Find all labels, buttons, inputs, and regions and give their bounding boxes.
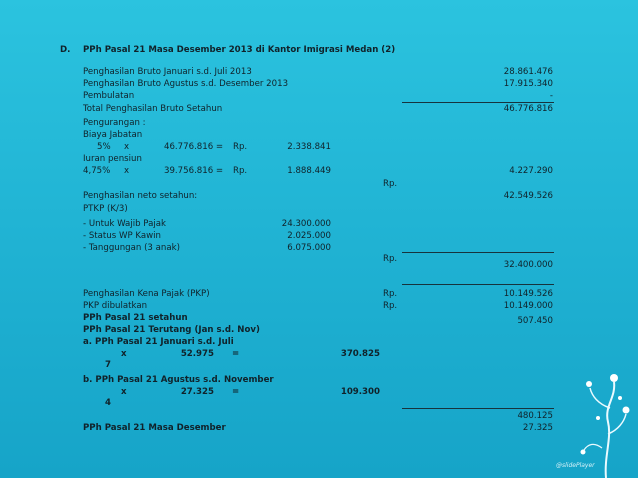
jan-jul-months: 7 [105,360,111,370]
bruto-total-value: 46.776.816 [503,104,553,114]
biaya-jabatan-result: 2.338.841 [287,142,331,152]
rp-label: Rp. [383,179,398,189]
rp-label: Rp. [383,289,398,299]
bruto-label: Penghasilan Bruto Agustus s.d. Desember 2013 [83,79,289,89]
jan-jul-result: 370.825 [340,349,380,359]
ptkp-item-value: 6.075.000 [287,243,331,253]
times-sign: x [124,142,130,152]
bruto-value: 17.915.340 [503,79,553,89]
neto-label: Penghasilan neto setahun: [83,191,198,201]
agu-nov-months: 4 [105,398,111,408]
agu-nov-result: 109.300 [340,387,380,397]
iuran-pensiun-result: 1.888.449 [287,166,331,176]
subtotal-value: 480.125 [517,411,553,421]
pkp-rounded-label: PKP dibulatkan [83,301,148,311]
jan-jul-label: a. PPh Pasal 21 Januari s.d. Juli [83,337,234,347]
times-sign: x [121,387,127,397]
ptkp-total: 32.400.000 [503,260,553,270]
bruto-total-label: Total Penghasilan Bruto Setahun [83,104,223,114]
section-title: PPh Pasal 21 Masa Desember 2013 di Kantor Imigrasi Medan (2) [83,45,396,55]
pkp-rounded-value: 10.149.000 [503,301,553,311]
times-sign: x [121,349,127,359]
ptkp-item-value: 24.300.000 [281,219,331,229]
ptkp-item-value: 2.025.000 [287,231,331,241]
rp-label: Rp. [233,142,248,152]
rp-label: Rp. [233,166,248,176]
ptkp-item-label: - Status WP Kawin [83,231,161,241]
watermark: @slidePlayer [556,462,595,469]
pkp-label: Penghasilan Kena Pajak (PKP) [83,289,210,299]
rp-label: Rp. [383,254,398,264]
bruto-label: Pembulatan [83,91,135,101]
equals-sign: = [232,387,240,397]
pph-setahun-value: 507.450 [517,316,553,326]
times-sign: x [124,166,130,176]
sum-line [402,252,554,253]
section-letter: D. [60,45,71,55]
pph-setahun-label: PPh Pasal 21 setahun [83,313,188,323]
equals-sign: = [232,349,240,359]
biaya-jabatan-base: 46.776.816 = [164,142,224,152]
pph-terutang-label: PPh Pasal 21 Terutang (Jan s.d. Nov) [83,325,260,335]
pkp-value: 10.149.526 [503,289,553,299]
ptkp-item-label: - Tanggungan (3 anak) [83,243,180,253]
agu-nov-amount: 27.325 [180,387,214,397]
ptkp-heading: PTKP (K/3) [83,204,128,214]
bruto-label: Penghasilan Bruto Januari s.d. Juli 2013 [83,67,252,77]
ptkp-item-label: - Untuk Wajib Pajak [83,219,166,229]
bruto-value: - [549,91,553,101]
sum-line [402,284,554,285]
iuran-pensiun-base: 39.756.816 = [164,166,224,176]
rp-label: Rp. [383,301,398,311]
iuran-pensiun-pct: 4,75% [83,166,111,176]
sum-line [402,408,554,409]
floral-decoration [558,338,638,478]
pph-desember-value: 27.325 [522,423,553,433]
pengurangan-total: 4.227.290 [509,166,553,176]
bruto-value: 28.861.476 [503,67,553,77]
pengurangan-heading: Pengurangan : [83,118,146,128]
neto-value: 42.549.526 [503,191,553,201]
biaya-jabatan-pct: 5% [97,142,111,152]
biaya-jabatan-label: Biaya Jabatan [83,130,143,140]
sum-line [402,102,554,103]
jan-jul-amount: 52.975 [180,349,214,359]
pph-desember-label: PPh Pasal 21 Masa Desember [83,423,226,433]
agu-nov-label: b. PPh Pasal 21 Agustus s.d. November [83,375,274,385]
iuran-pensiun-label: Iuran pensiun [83,154,142,164]
